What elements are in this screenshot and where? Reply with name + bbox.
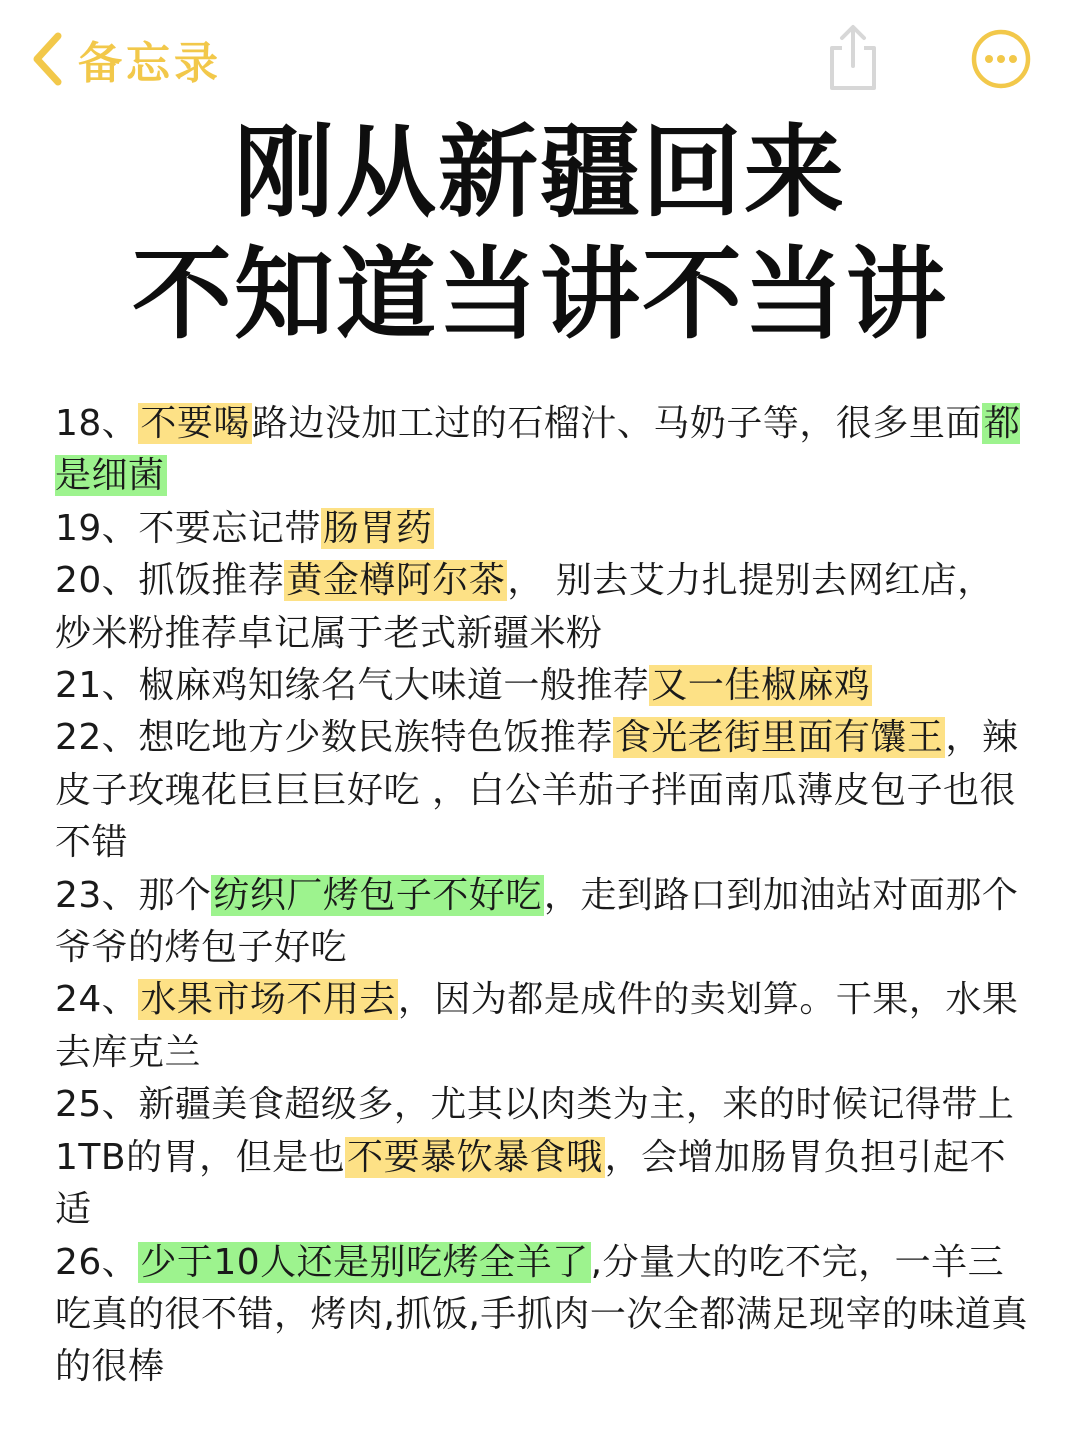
more-icon	[970, 75, 1032, 94]
item-number: 21、	[55, 665, 139, 707]
item-text: ，会增加肠胃负担引起不适	[55, 1136, 1007, 1231]
item-number: 22、	[55, 717, 139, 759]
item-number: 25、	[55, 1084, 139, 1126]
item-text: 不要忘记带	[138, 507, 321, 549]
highlight-green: 都是细菌	[55, 403, 1021, 497]
item-number: 20、	[55, 560, 139, 602]
navigation-bar	[0, 0, 1080, 115]
item-number: 23、	[55, 874, 139, 916]
highlight-green: 纺织厂烤包子不好吃	[213, 874, 542, 916]
list-item	[55, 1079, 1030, 1236]
item-number: 18、	[55, 403, 139, 444]
item-text: 那个	[138, 874, 212, 916]
highlight-yellow: 水果市场不用去	[140, 979, 396, 1021]
list-item	[55, 870, 1030, 975]
more-button[interactable]	[970, 28, 1032, 90]
item-text: 椒麻鸡知缘名气大味道一般推荐	[138, 665, 650, 707]
list-item	[55, 974, 1030, 1079]
item-number: 19、	[55, 507, 139, 549]
item-text: 路边没加工过的石榴汁、马奶子等，很多里面	[251, 403, 982, 444]
note-body	[55, 398, 1030, 1394]
share-icon	[822, 77, 884, 96]
item-text: ,分量大的吃不完，一羊三吃真的很不错，烤肉,抓饭,手抓肉一次全都满足现宰的味道真的很棒	[55, 1241, 1028, 1388]
item-text: 想吃地方少数民族特色饭推荐	[138, 717, 613, 759]
highlight-yellow: 肠胃药	[322, 507, 433, 549]
chevron-left-icon	[30, 31, 64, 87]
list-item	[55, 712, 1030, 869]
share-button[interactable]	[822, 22, 884, 92]
item-text: 抓饭推荐	[138, 560, 285, 602]
item-number: 26、	[55, 1241, 139, 1283]
highlight-yellow: 又一佳椒麻鸡	[651, 665, 871, 707]
item-text: 新疆美食超级多，尤其以肉类为主，来的时候记得带上1TB的胃，但是也	[55, 1084, 1015, 1178]
back-button[interactable]	[30, 28, 222, 90]
list-item	[55, 660, 1030, 712]
item-text: ，因为都是成件的卖划算。干果，水果去库克兰	[55, 979, 1019, 1073]
item-number: 24、	[55, 979, 139, 1021]
highlight-yellow: 不要喝	[140, 403, 250, 444]
item-text: ，走到路口到加油站对面那个爷爷的烤包子好吃	[55, 874, 1019, 969]
highlight-yellow: 黄金樽阿尔茶	[286, 560, 506, 602]
title-line-2: 不知道当讲不当讲	[132, 236, 948, 353]
item-text: ，辣皮子玫瑰花巨巨巨好吃 ，白公羊茄子拌面南瓜薄皮包子也很不错	[55, 717, 1019, 864]
list-item	[55, 503, 1030, 555]
list-item	[55, 398, 1030, 503]
list-item	[55, 1237, 1030, 1394]
highlight-green: 少于10人还是别吃烤全羊了	[140, 1241, 589, 1283]
highlight-yellow: 不要暴饮暴食哦	[347, 1136, 603, 1178]
page-title	[0, 112, 1080, 356]
item-text: ， 别去艾力扎提别去网红店，炒米粉推荐卓记属于老式新疆米粉	[55, 560, 994, 654]
title-line-1: 刚从新疆回来	[234, 114, 846, 231]
back-label: 备忘录	[78, 38, 222, 89]
list-item	[55, 555, 1030, 660]
highlight-yellow: 食光老街里面有馕王	[614, 717, 944, 759]
